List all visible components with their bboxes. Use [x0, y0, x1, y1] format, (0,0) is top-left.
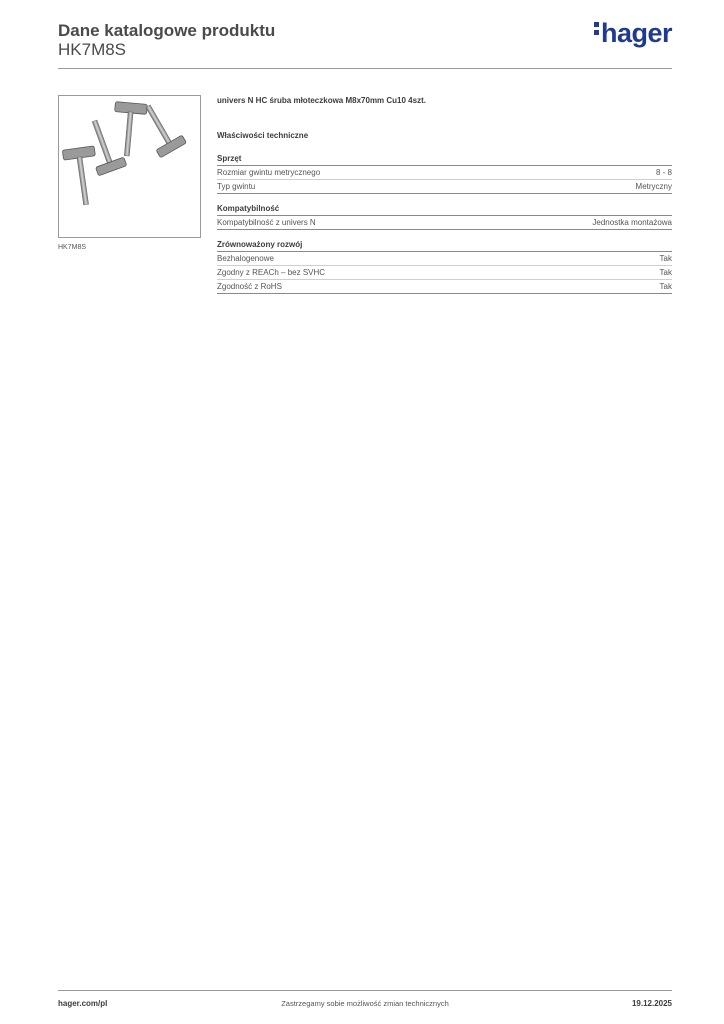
- product-image: [58, 95, 201, 238]
- footer-divider: [58, 990, 672, 991]
- spec-row: [217, 252, 672, 266]
- spec-group-title: Zrównoważony rozwój: [217, 239, 672, 252]
- spec-label: Bezhalogenowe: [217, 254, 274, 263]
- spec-row: [217, 280, 672, 294]
- spec-row: [217, 266, 672, 280]
- spec-value: Jednostka montażowa: [592, 218, 672, 227]
- logo-text: hager: [600, 18, 672, 48]
- specs-title: Właściwości techniczne: [217, 131, 309, 140]
- header-divider: [58, 68, 672, 69]
- hager-logo: [594, 18, 672, 49]
- footer-date: 19.12.2025: [631, 999, 672, 1008]
- page-header: [58, 20, 672, 70]
- spec-group-title: Sprzęt: [217, 153, 672, 166]
- footer-disclaimer: Zastrzegamy sobie możliwość zmian technicznych: [281, 999, 449, 1008]
- image-caption: HK7M8S: [58, 244, 87, 251]
- document-title: Dane katalogowe produktu: [58, 21, 276, 40]
- spec-row: [217, 166, 672, 180]
- website-link[interactable]: hager.com/pl: [58, 999, 108, 1008]
- spec-row: [217, 216, 672, 230]
- product-code: HK7M8S: [58, 40, 127, 59]
- spec-label: Kompatybilność z univers N: [217, 218, 316, 227]
- hammer-head-bolts-image: [59, 96, 200, 237]
- product-name: univers N HC śruba młoteczkowa M8x70mm Cu10 4szt.: [217, 96, 426, 105]
- spec-value: Tak: [659, 254, 672, 263]
- spec-value: Tak: [659, 282, 672, 291]
- spec-label: Zgodny z REACh – bez SVHC: [217, 268, 326, 277]
- spec-group-title: Kompatybilność: [217, 203, 672, 216]
- spec-value: Tak: [659, 268, 672, 277]
- spec-label: Rozmiar gwintu metrycznego: [217, 168, 321, 177]
- spec-label: Typ gwintu: [217, 182, 256, 191]
- spec-group-compatibility: [217, 203, 672, 230]
- spec-value: Metryczny: [635, 182, 672, 191]
- page-footer: [58, 999, 672, 1011]
- logo-dots-icon: [594, 19, 599, 38]
- product-details: [217, 95, 672, 294]
- spec-value: 8 - 8: [655, 168, 672, 177]
- spec-group-hardware: [217, 153, 672, 194]
- spec-label: Zgodność z RoHS: [217, 282, 282, 291]
- spec-group-sustainability: [217, 239, 672, 294]
- spec-row: [217, 180, 672, 194]
